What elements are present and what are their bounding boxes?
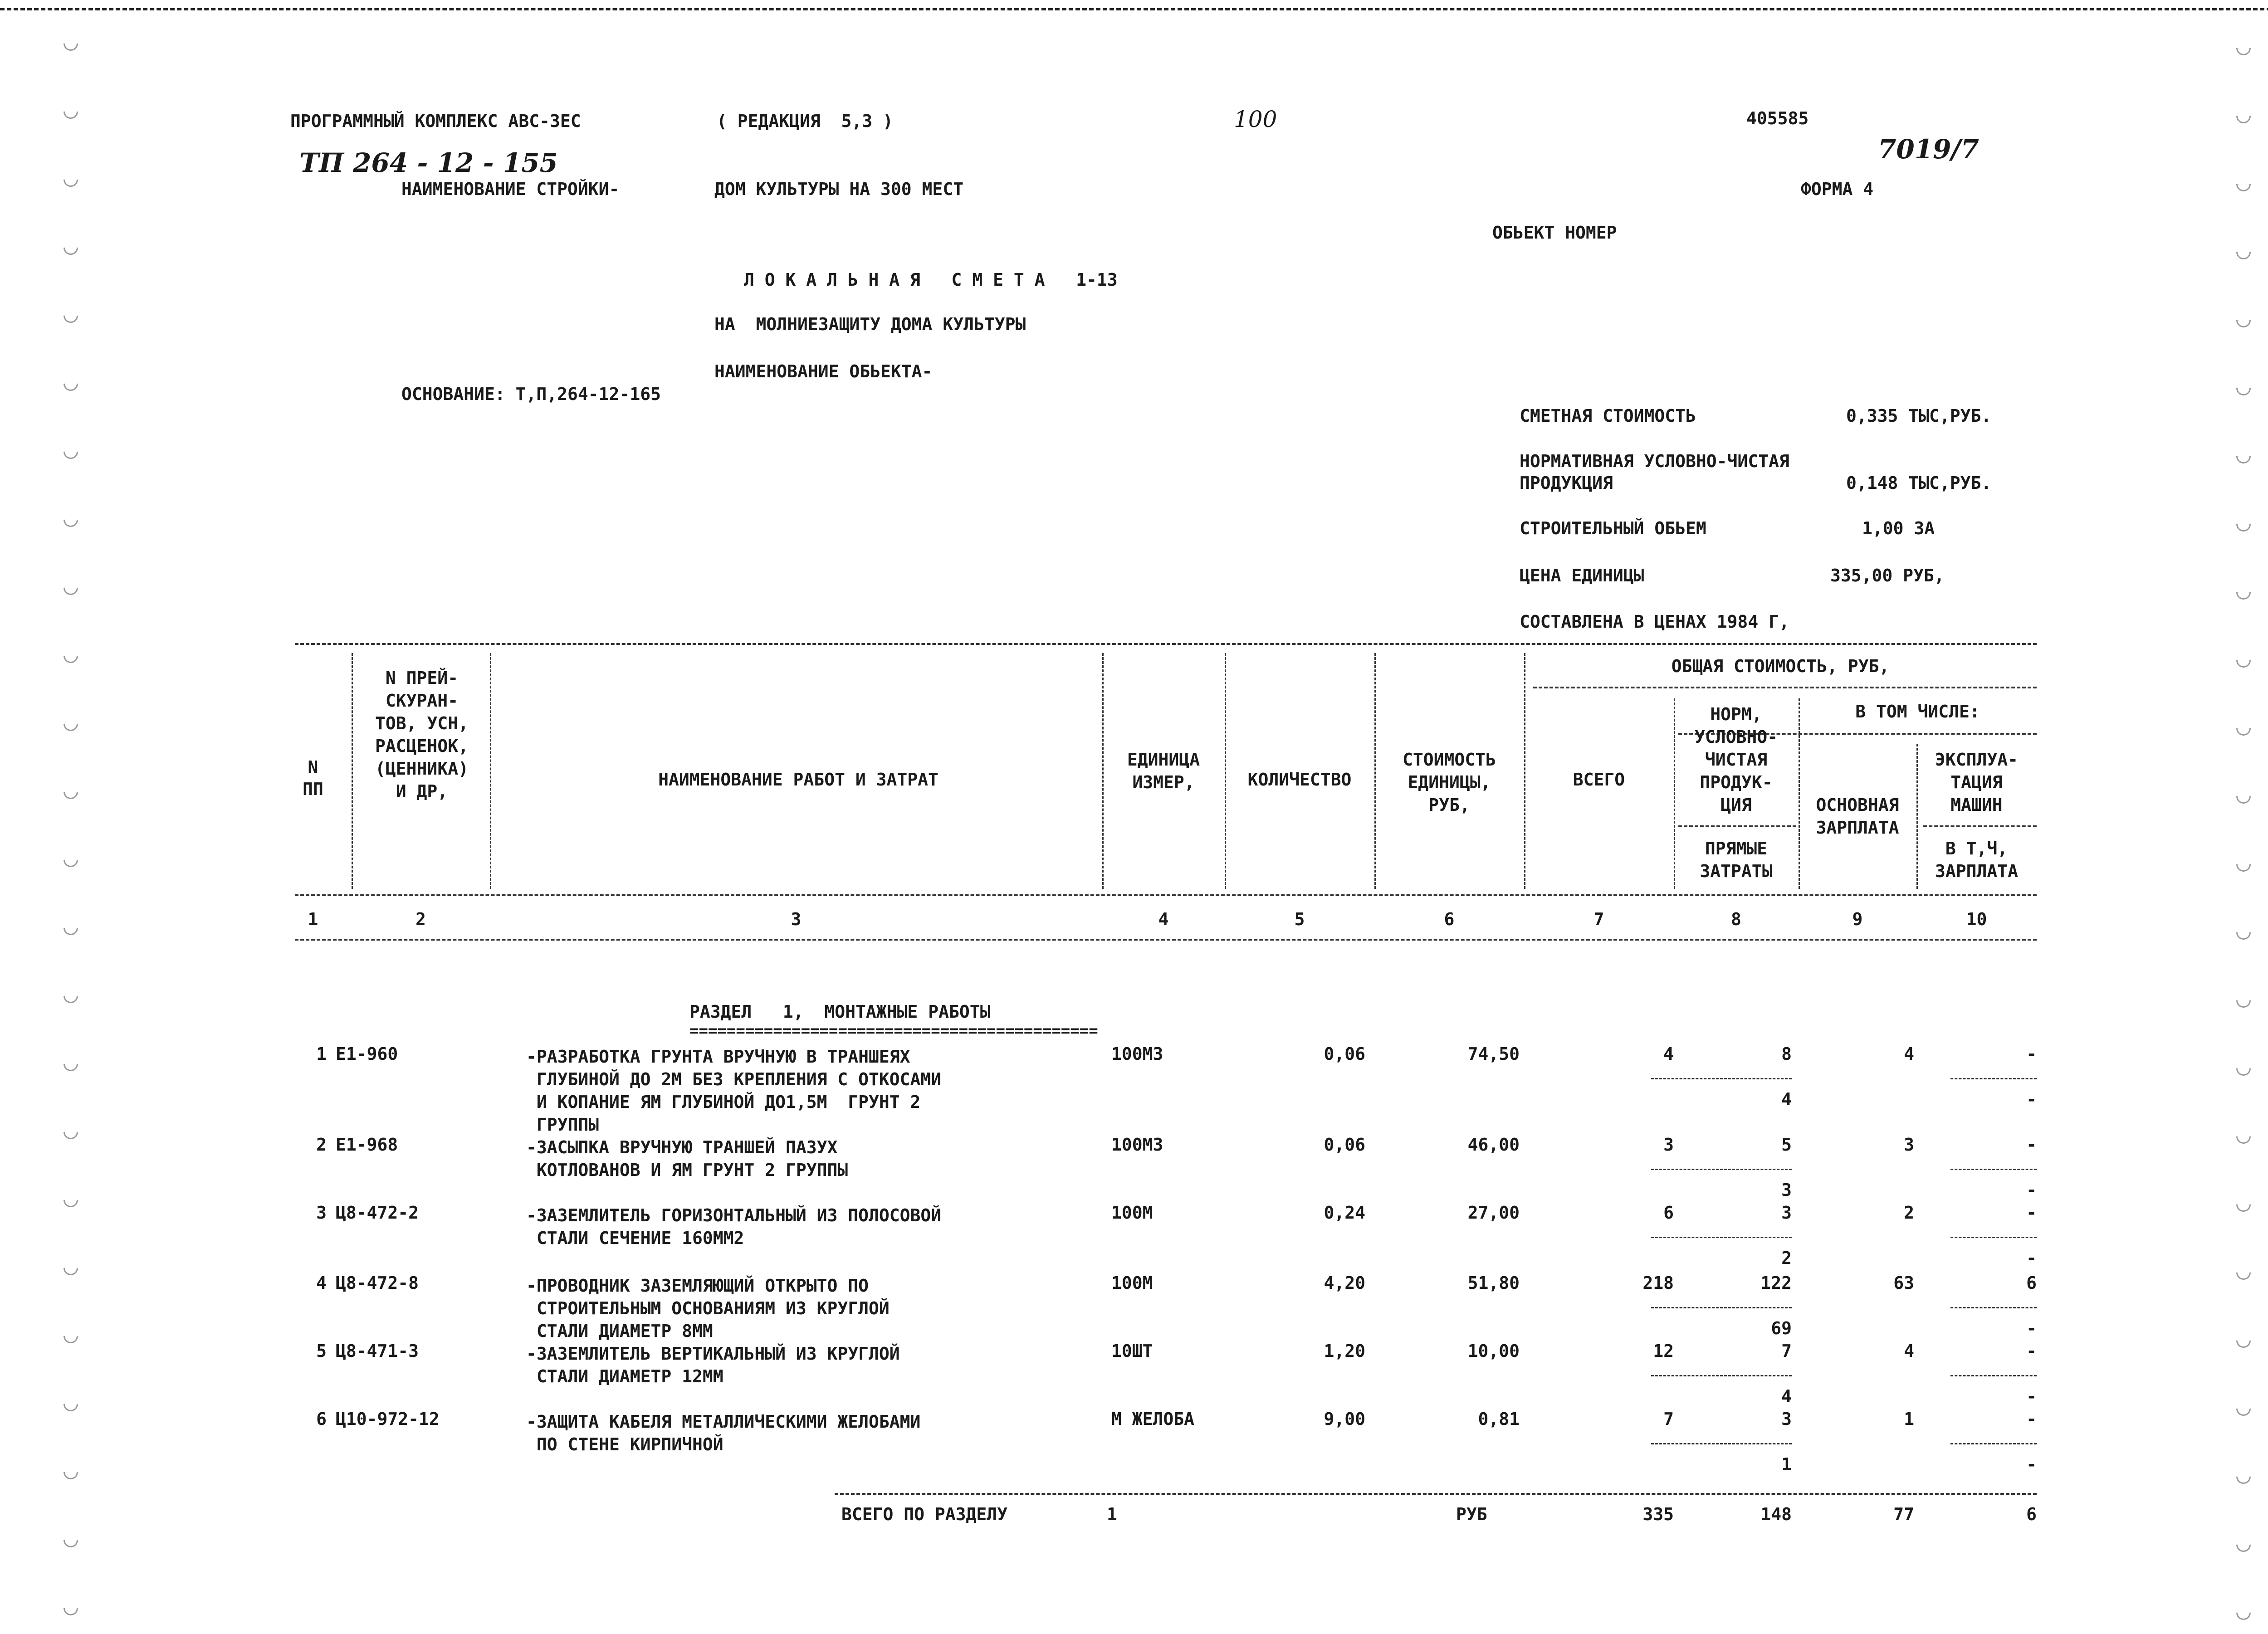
row-machine-wage: - — [2026, 1248, 2037, 1268]
col-header-qty: КОЛИЧЕСТВО — [1247, 770, 1352, 790]
numbers-bottom-rule — [295, 939, 2037, 941]
col-group-total: ОБЩАЯ СТОИМОСТЬ, РУБ, — [1671, 656, 1890, 676]
col-header-mach-wage: В Т,Ч, ЗАРПЛАТА — [1935, 839, 2019, 881]
unit-price-value: 335,00 РУБ, — [1830, 566, 1945, 585]
perforation-hole — [60, 101, 81, 122]
cell-split-rule — [1651, 1375, 1792, 1376]
estimate-title: Л О К А Л Ь Н А Я С М Е Т А 1-13 — [744, 270, 1118, 290]
row-unit-price: 74,50 — [1467, 1044, 1520, 1064]
col-number: 2 — [415, 909, 426, 929]
row-quantity: 0,06 — [1324, 1044, 1365, 1064]
row-total: 12 — [1653, 1341, 1674, 1361]
row-unit-price: 0,81 — [1478, 1409, 1520, 1429]
row-machines: 6 — [2026, 1273, 2037, 1293]
row-machines: - — [2026, 1409, 2037, 1429]
prices-year-label: СОСТАВЛЕНА В ЦЕНАХ 1984 Г, — [1520, 612, 1789, 632]
row-work-name: -ЗАЗЕМЛИТЕЛЬ ВЕРТИКАЛЬНЫЙ ИЗ КРУГЛОЙ СТАЛИ ДИАМЕТР 12ММ — [526, 1344, 900, 1386]
cell-split-rule — [1950, 1078, 2037, 1079]
row-direct-costs: 3 — [1781, 1180, 1792, 1200]
construction-label: НАИМЕНОВАНИЕ СТРОЙКИ- — [401, 179, 620, 199]
row-unit-price: 46,00 — [1467, 1135, 1520, 1155]
perforation-hole — [2233, 1330, 2253, 1351]
section-total-currency: РУБ — [1456, 1504, 1487, 1524]
basis: ОСНОВАНИЕ: Т,П,264-12-165 — [401, 384, 661, 404]
col-number: 1 — [308, 909, 318, 929]
perforation-hole — [2233, 242, 2253, 262]
perforation-hole — [2233, 378, 2253, 398]
row-code: Ц8-472-8 — [336, 1273, 419, 1293]
row-direct-costs: 2 — [1781, 1248, 1792, 1268]
cell-split-rule — [1950, 1169, 2037, 1170]
col-header-norm: НОРМ, УСЛОВНО- ЧИСТАЯ ПРОДУК- ЦИЯ — [1694, 704, 1778, 815]
cell-split-rule — [1950, 1443, 2037, 1444]
total-rule — [835, 1493, 2037, 1495]
perforation-hole — [60, 1122, 81, 1142]
section-total-number: 1 — [1107, 1504, 1117, 1524]
cell-split-rule — [1651, 1443, 1792, 1444]
perforation-hole — [2233, 310, 2253, 330]
page-number: 100 — [1234, 106, 1277, 132]
row-total: 7 — [1663, 1409, 1674, 1429]
row-machine-wage: - — [2026, 1318, 2037, 1338]
perforation-hole — [60, 1190, 81, 1210]
perforation-hole — [60, 441, 81, 462]
col-header-n: N ПП — [303, 757, 323, 799]
section-total-norm: 148 — [1760, 1504, 1792, 1524]
perforation-hole — [2233, 1126, 2253, 1146]
row-quantity: 4,20 — [1324, 1273, 1365, 1293]
perforation-hole — [2233, 1534, 2253, 1555]
perforation-hole — [2233, 106, 2253, 126]
row-norm-production: 122 — [1760, 1273, 1792, 1293]
perforation-hole — [2233, 718, 2253, 738]
row-norm-production: 5 — [1781, 1135, 1792, 1155]
row-total: 6 — [1663, 1203, 1674, 1223]
handwritten-project-code: ТП 264 - 12 - 155 — [299, 147, 558, 178]
col-header-direct: ПРЯМЫЕ ЗАТРАТЫ — [1700, 839, 1773, 881]
row-base-wage: 2 — [1904, 1203, 1914, 1223]
cell-split-rule — [1651, 1307, 1792, 1308]
volume-value: 1,00 ЗА — [1862, 518, 1935, 538]
section-total-sum: 335 — [1642, 1504, 1674, 1524]
col-number: 8 — [1731, 909, 1741, 929]
edition: ( РЕДАКЦИЯ 5,3 ) — [717, 111, 893, 131]
row-unit: 100М3 — [1111, 1135, 1163, 1155]
row-total: 4 — [1663, 1044, 1674, 1064]
perforation-hole — [60, 985, 81, 1006]
norm-label-1: НОРМАТИВНАЯ УСЛОВНО-ЧИСТАЯ — [1520, 451, 1789, 471]
perforation-hole — [60, 577, 81, 598]
handwritten-reference: 7019/7 — [1878, 134, 1979, 165]
row-number: 1 — [316, 1044, 327, 1064]
row-base-wage: 3 — [1904, 1135, 1914, 1155]
perforation-hole — [60, 1530, 81, 1550]
col-number: 10 — [1966, 909, 1987, 929]
perforation-hole — [60, 1394, 81, 1414]
section-total-mach: 6 — [2026, 1504, 2037, 1524]
col-header-code: N ПРЕЙ- СКУРАН- ТОВ, УСН, РАСЦЕНОК, (ЦЕННИКА) И ДР, — [375, 668, 469, 801]
row-number: 2 — [316, 1135, 327, 1155]
perforation-hole — [2233, 446, 2253, 466]
perforation-hole — [60, 1326, 81, 1346]
perforation-hole — [2233, 922, 2253, 942]
perforation-hole — [60, 33, 81, 54]
cell-split-rule — [1651, 1169, 1792, 1170]
perforation-hole — [60, 917, 81, 938]
row-unit: 10ШТ — [1111, 1341, 1153, 1361]
section-total-wage: 77 — [1893, 1504, 1914, 1524]
group-rule — [1533, 687, 2037, 688]
perforation-hole — [2233, 1602, 2253, 1623]
col-header-machines: ЭКСПЛУА- ТАЦИЯ МАШИН — [1935, 750, 2019, 815]
mach-split-rule — [1923, 825, 2037, 827]
section-underline: ============================================ — [689, 1022, 1098, 1040]
cost-value: 0,335 ТЫС,РУБ. — [1846, 406, 1992, 426]
col-number: 3 — [791, 909, 802, 929]
row-number: 3 — [316, 1203, 327, 1223]
row-unit: 100М — [1111, 1203, 1153, 1223]
norm-split-rule — [1678, 825, 1796, 827]
row-number: 4 — [316, 1273, 327, 1293]
col-header-incl: В ТОМ ЧИСЛЕ: — [1855, 702, 1980, 722]
row-unit: М ЖЕЛОБА — [1111, 1409, 1195, 1429]
row-quantity: 0,06 — [1324, 1135, 1365, 1155]
cost-label: СМЕТНАЯ СТОИМОСТЬ — [1520, 406, 1696, 426]
col-header-unit: ЕДИНИЦА ИЗМЕР, — [1127, 750, 1200, 792]
row-quantity: 9,00 — [1324, 1409, 1365, 1429]
col-header-total: ВСЕГО — [1573, 770, 1625, 790]
perforation-hole — [60, 781, 81, 802]
row-code: Е1-960 — [336, 1044, 398, 1064]
row-norm-production: 7 — [1781, 1341, 1792, 1361]
form-number: ФОРМА 4 — [1801, 179, 1874, 199]
row-work-name: -РАЗРАБОТКА ГРУНТА ВРУЧНУЮ В ТРАНШЕЯХ ГЛУБИНОЙ ДО 2М БЕЗ КРЕПЛЕНИЯ С ОТКОСАМИ И КОПАНИЕ ЯМ ГЛУБИНОЙ ДО1,5М ГРУНТ 2 ГРУППЫ — [526, 1047, 942, 1135]
perforation-hole — [2233, 854, 2253, 874]
perforation-hole — [60, 169, 81, 190]
row-unit-price: 51,80 — [1467, 1273, 1520, 1293]
top-tear-edge — [0, 8, 2268, 10]
perforation-hole — [60, 1462, 81, 1482]
row-base-wage: 63 — [1893, 1273, 1914, 1293]
col-header-name: НАИМЕНОВАНИЕ РАБОТ И ЗАТРАТ — [658, 770, 938, 790]
col-header-price: СТОИМОСТЬ ЕДИНИЦЫ, РУБ, — [1403, 750, 1496, 815]
row-norm-production: 3 — [1781, 1203, 1792, 1223]
col-number: 7 — [1593, 909, 1604, 929]
row-base-wage: 1 — [1904, 1409, 1914, 1429]
cell-split-rule — [1651, 1078, 1792, 1079]
row-unit: 100М3 — [1111, 1044, 1163, 1064]
row-work-name: -ПРОВОДНИК ЗАЗЕМЛЯЮЩИЙ ОТКРЫТО ПО СТРОИТЕЛЬНЫМ ОСНОВАНИЯМ ИЗ КРУГЛОЙ СТАЛИ ДИАМЕТР 8ММ — [526, 1276, 890, 1341]
row-unit: 100М — [1111, 1273, 1153, 1293]
row-code: Ц10-972-12 — [336, 1409, 440, 1429]
perforation-hole — [2233, 650, 2253, 670]
col-header-wage: ОСНОВНАЯ ЗАРПЛАТА — [1816, 795, 1899, 838]
perforation-hole — [2233, 1262, 2253, 1283]
cell-split-rule — [1950, 1375, 2037, 1376]
row-machines: - — [2026, 1203, 2037, 1223]
norm-value: 0,148 ТЫС,РУБ. — [1846, 473, 1992, 493]
section-title: РАЗДЕЛ 1, МОНТАЖНЫЕ РАБОТЫ — [689, 1002, 991, 1022]
perforation-hole — [60, 1054, 81, 1074]
row-base-wage: 4 — [1904, 1044, 1914, 1064]
table-top-rule — [295, 643, 2037, 645]
construction-value: ДОМ КУЛЬТУРЫ НА 300 МЕСТ — [714, 179, 964, 199]
header-bottom-rule — [295, 894, 2037, 896]
object-number-label: ОБЬЕКТ НОМЕР — [1492, 223, 1617, 243]
row-machine-wage: - — [2026, 1386, 2037, 1406]
row-machine-wage: - — [2026, 1454, 2037, 1474]
row-machines: - — [2026, 1044, 2037, 1064]
perforation-hole — [60, 237, 81, 258]
row-work-name: -ЗАЗЕМЛИТЕЛЬ ГОРИЗОНТАЛЬНЫЙ ИЗ ПОЛОСОВОЙ СТАЛИ СЕЧЕНИЕ 160ММ2 — [526, 1205, 942, 1248]
estimate-subject: НА МОЛНИЕЗАЩИТУ ДОМА КУЛЬТУРЫ — [714, 314, 1026, 334]
row-direct-costs: 4 — [1781, 1386, 1792, 1406]
section-total-label: ВСЕГО ПО РАЗДЕЛУ — [841, 1504, 1008, 1524]
perforation-hole — [2233, 582, 2253, 602]
row-direct-costs: 4 — [1781, 1089, 1792, 1109]
row-norm-production: 3 — [1781, 1409, 1792, 1429]
row-number: 6 — [316, 1409, 327, 1429]
row-machine-wage: - — [2026, 1089, 2037, 1109]
cell-split-rule — [1651, 1237, 1792, 1238]
row-quantity: 1,20 — [1324, 1341, 1365, 1361]
row-direct-costs: 69 — [1771, 1318, 1792, 1338]
row-code: Ц8-472-2 — [336, 1203, 419, 1223]
perforation-hole — [60, 849, 81, 870]
row-work-name: -ЗАЩИТА КАБЕЛЯ МЕТАЛЛИЧЕСКИМИ ЖЕЛОБАМИ ПО СТЕНЕ КИРПИЧНОЙ — [526, 1412, 921, 1454]
perforation-hole — [2233, 786, 2253, 806]
row-work-name: -ЗАСЫПКА ВРУЧНУЮ ТРАНШЕЙ ПАЗУХ КОТЛОВАНОВ И ЯМ ГРУНТ 2 ГРУППЫ — [526, 1137, 848, 1180]
perforation-hole — [2233, 1058, 2253, 1078]
row-code: Ц8-471-3 — [336, 1341, 419, 1361]
row-machines: - — [2026, 1135, 2037, 1155]
perforation-hole — [60, 713, 81, 734]
col-number: 4 — [1158, 909, 1169, 929]
program-name: ПРОГРАММНЫЙ КОМПЛЕКС АВС-ЗЕС — [290, 111, 581, 131]
row-norm-production: 8 — [1781, 1044, 1792, 1064]
perforation-hole — [60, 1598, 81, 1618]
col-number: 5 — [1294, 909, 1305, 929]
perforation-hole — [2233, 38, 2253, 58]
perforation-hole — [2233, 1466, 2253, 1487]
row-unit-price: 10,00 — [1467, 1341, 1520, 1361]
row-quantity: 0,24 — [1324, 1203, 1365, 1223]
row-total: 218 — [1642, 1273, 1674, 1293]
cell-split-rule — [1950, 1307, 2037, 1308]
row-code: Е1-968 — [336, 1135, 398, 1155]
row-base-wage: 4 — [1904, 1341, 1914, 1361]
cell-split-rule — [1950, 1237, 2037, 1238]
perforation-hole — [60, 305, 81, 326]
row-direct-costs: 1 — [1781, 1454, 1792, 1474]
perforation-hole — [60, 645, 81, 666]
perforation-hole — [2233, 990, 2253, 1010]
perforation-hole — [2233, 174, 2253, 194]
perforation-hole — [60, 1258, 81, 1278]
perforation-hole — [2233, 1194, 2253, 1215]
row-unit-price: 27,00 — [1467, 1203, 1520, 1223]
row-number: 5 — [316, 1341, 327, 1361]
row-machine-wage: - — [2026, 1180, 2037, 1200]
unit-price-label: ЦЕНА ЕДИНИЦЫ — [1520, 566, 1644, 585]
perforation-hole — [60, 509, 81, 530]
col-number: 9 — [1852, 909, 1863, 929]
perforation-hole — [60, 373, 81, 394]
row-total: 3 — [1663, 1135, 1674, 1155]
norm-label-2: ПРОДУКЦИЯ — [1520, 473, 1613, 493]
doc-code: 405585 — [1746, 108, 1809, 128]
col-number: 6 — [1444, 909, 1455, 929]
perforation-hole — [2233, 514, 2253, 534]
object-name-label: НАИМЕНОВАНИЕ ОБЬЕКТА- — [714, 361, 933, 381]
volume-label: СТРОИТЕЛЬНЫЙ ОБЬЕМ — [1520, 518, 1706, 538]
row-machines: - — [2026, 1341, 2037, 1361]
perforation-hole — [2233, 1398, 2253, 1419]
